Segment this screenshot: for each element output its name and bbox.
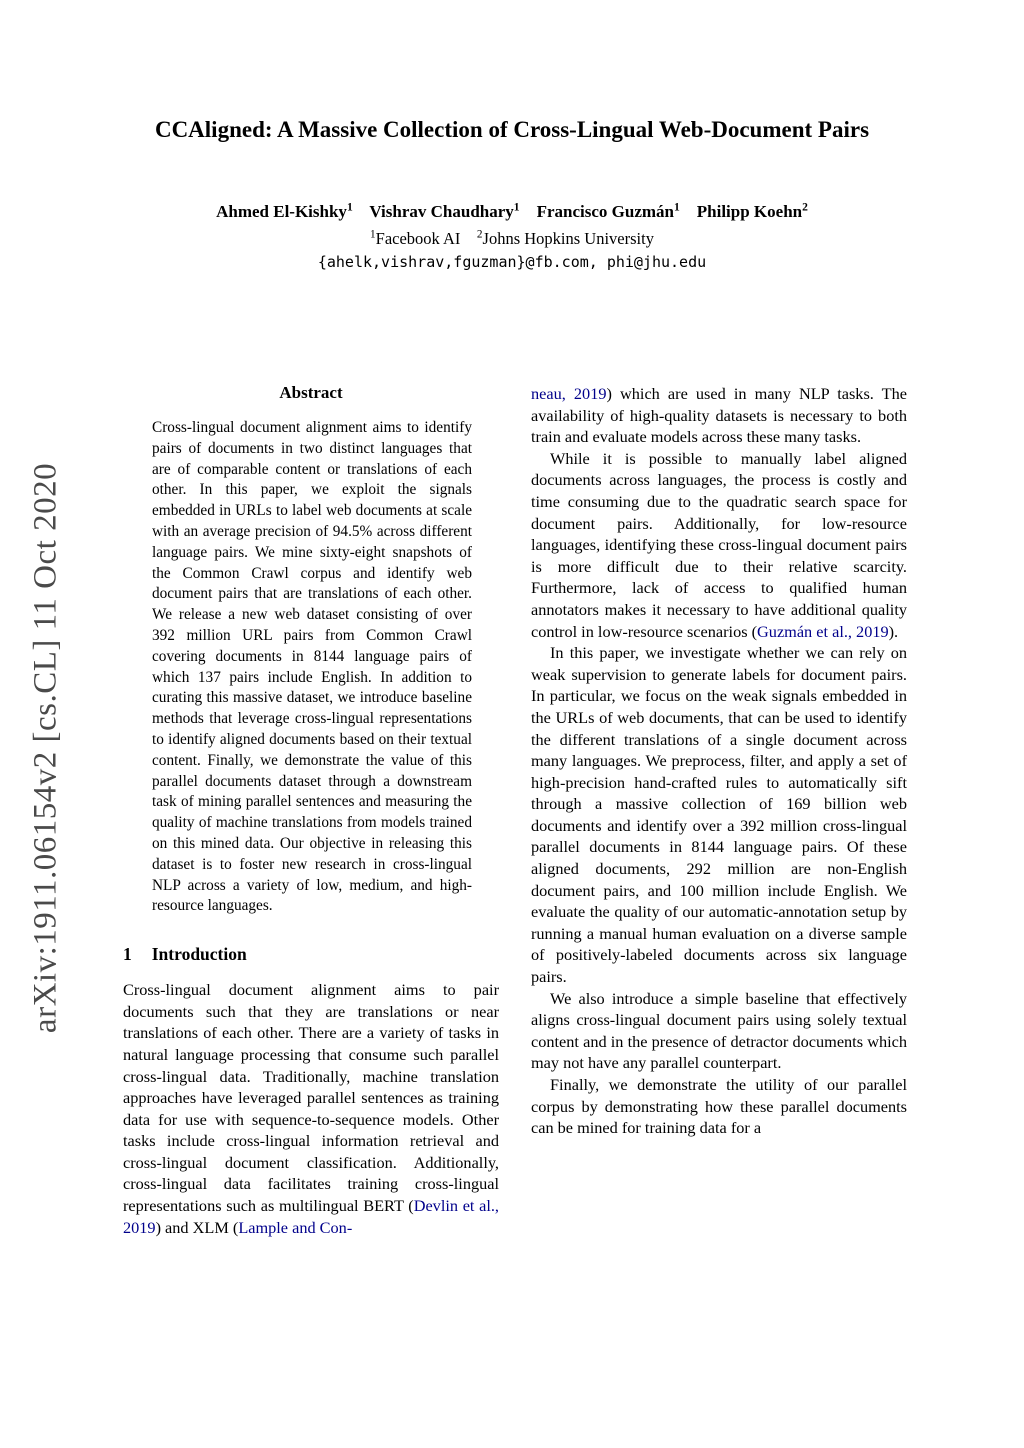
- superscript-marker: 1: [673, 200, 680, 214]
- section-heading-introduction: [123, 944, 499, 965]
- text-run: Cross-lingual document alignment aims to pair documents such that they are translations or near translations of each other. There are a variety of tasks in natural language processing that consume such parallel cross-lingual data. Traditionally, machine translation approaches have leveraged parallel sentences as training data for use with sequence-to-sequence models. Other tasks include cross-lingual information retrieval and cross-lingual document classification. Additionally, cross-lingual data facilitates training cross-lingual representations such as multilingual BERT (: [123, 980, 499, 1216]
- abstract-body: Cross-lingual document alignment aims to identify pairs of documents in two distinct languages that are of comparable content or translations of each other. In this paper, we exploit the signals embedded in URLs to label web documents at scale with an average precision of 94.5% across different language pairs. We mine sixty-eight snapshots of the Common Crawl corpus and identify web document pairs that are translations of each other. We release a new web dataset consisting of over 392 million URL pairs from Common Crawl covering documents in 8144 language pairs of which 137 pairs include English. In addition to curating this massive dataset, we introduce baseline methods that leverage cross-lingual representations to identify aligned documents based on their textual content. Finally, we demonstrate the value of this parallel documents dataset through a downstream task of mining parallel sentences and measuring the quality of machine translations from models trained on this mined data. Our objective in releasing this dataset is to foster new research in cross-lingual NLP across a variety of low, medium, and high-resource languages.: [152, 419, 472, 915]
- text-run: Vishrav Chaudhary: [352, 202, 514, 221]
- citation-link[interactable]: neau, 2019: [531, 384, 607, 403]
- section-title: Introduction: [151, 944, 247, 965]
- right-column-paragraph: [531, 642, 907, 988]
- citation-link[interactable]: Devlin et al., 2019: [123, 1196, 500, 1237]
- email-line: {ahelk,vishrav,fguzman}@fb.com, phi@jhu.edu: [317, 253, 707, 271]
- section-number: 1: [123, 944, 132, 965]
- text-run: ).: [888, 621, 899, 641]
- citation-link[interactable]: Guzmán et al., 2019: [757, 621, 889, 641]
- citation-link[interactable]: Lample and Con-: [238, 1217, 353, 1237]
- right-column-paragraph: [531, 383, 907, 448]
- text-run: ) which are used in many NLP tasks. The availability of high-quality datasets is necessary to both train and evaluate models across these many tasks.: [531, 384, 907, 447]
- abstract-heading: Abstract: [279, 383, 343, 402]
- two-column-body: [123, 383, 907, 1238]
- paper-title: CCAligned: A Massive Collection of Cross-Lingual Web-Document Pairs: [154, 117, 870, 142]
- text-run: In this paper, we investigate whether we can rely on weak supervision to generate labels for document pairs. In particular, we focus on the weak signals embedded in the URLs of web documents, that can be used to identify the different translations of a single document across many languages. We preprocess, filter, and apply a set of high-precision hand-crafted rules to automatically sift through a massive collection of 169 billion web documents and identify over a 392 million cross-lingual parallel documents in 8144 language pairs. Of these aligned documents, 292 million are non-English document pairs, and 100 million include English. We evaluate the quality of our automatic-annotation setup by running a manual human evaluation on a diverse sample of positively-labeled documents across six language pairs.: [531, 643, 907, 987]
- text-run: We also introduce a simple baseline that effectively aligns cross-lingual document pairs using solely textual content and in the presence of detractor documents which may not have any parallel counterpart.: [531, 988, 907, 1073]
- right-column-paragraph: [531, 1074, 907, 1139]
- text-run: ) and XLM (: [155, 1217, 239, 1237]
- superscript-marker: 2: [476, 228, 483, 241]
- text-run: While it is possible to manually label aligned documents across languages, the process is costly and time consuming due to the quadratic search space for document pairs. Additionally, for low-resource languages, identifying these cross-lingual document pairs is more difficult due to their relative scarcity. Furthermore, lack of access to qualified human annotators makes it necessary to have additional quality control in low-resource scenarios (: [531, 448, 907, 641]
- text-run: Francisco Guzmán: [519, 202, 674, 221]
- intro-paragraph: [123, 979, 499, 1238]
- text-run: Facebook AI: [375, 229, 477, 248]
- superscript-marker: 1: [346, 200, 353, 214]
- superscript-marker: 1: [370, 228, 376, 241]
- text-run: Finally, we demonstrate the utility of our parallel corpus by demonstrating how these parallel documents can be mined for training data for a: [531, 1075, 907, 1138]
- affiliation-line: [0, 229, 1024, 249]
- right-column-paragraph: [531, 448, 907, 642]
- superscript-marker: 2: [802, 200, 808, 214]
- text-run: Johns Hopkins University: [482, 229, 654, 248]
- left-column: [123, 383, 499, 1238]
- author-line: [0, 202, 1024, 222]
- text-run: Philipp Koehn: [679, 202, 803, 221]
- superscript-marker: 1: [513, 200, 520, 214]
- text-run: Ahmed El-Kishky: [216, 202, 347, 221]
- arxiv-watermark: arXiv:1911.06154v2 [cs.CL] 11 Oct 2020: [27, 462, 64, 1034]
- right-column-paragraph: [531, 988, 907, 1074]
- right-column: [531, 383, 907, 1238]
